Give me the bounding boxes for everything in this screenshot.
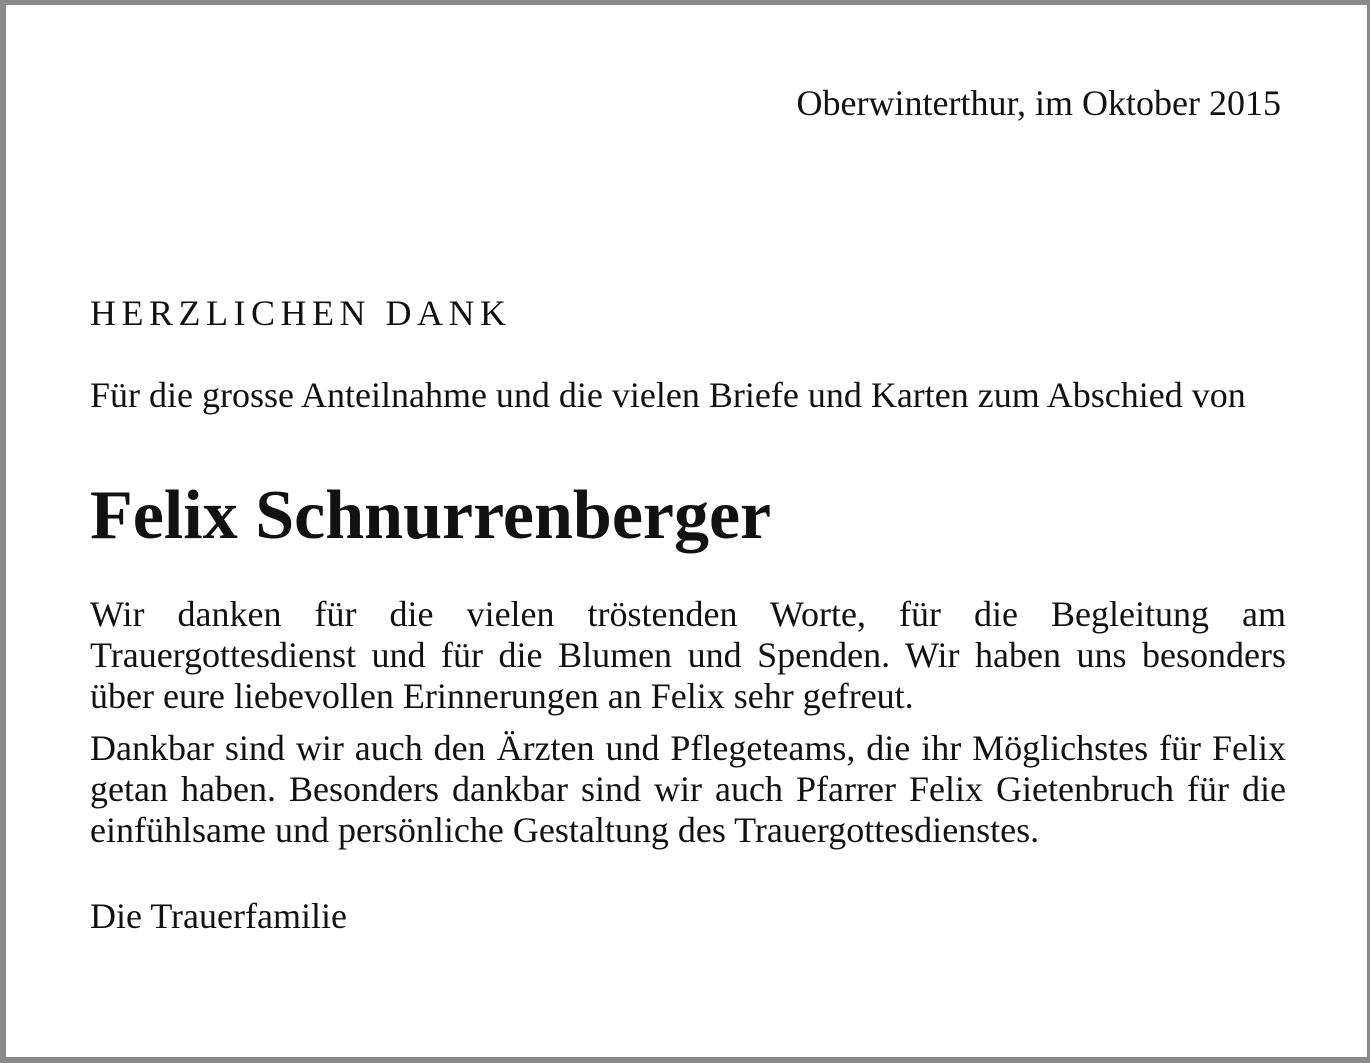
place-date: Oberwinterthur, im Oktober 2015 — [796, 83, 1281, 123]
signoff: Die Trauerfamilie — [90, 896, 347, 936]
thanks-paragraph: Wir danken für die vielen tröstenden Worte, für die Begleitung am Trauergottesdienst und für die Blumen und Spenden. Wir haben uns besonders über eure liebevollen Erinnerungen an Felix sehr gefreut. — [90, 594, 1286, 716]
gratitude-paragraph: Dankbar sind wir auch den Ärzten und Pflegeteams, die ihr Möglichstes für Felix getan haben. Besonders dankbar sind wir auch Pfarrer Felix Gietenbruch für die einfühlsame und persönliche Gestaltung des Trauergottesdienstes. — [90, 728, 1286, 850]
heading: HERZLICHEN DANK — [90, 293, 512, 333]
document-body — [90, 291, 1286, 937]
deceased-name: Felix Schnurrenberger — [90, 477, 772, 554]
intro-text: Für die grosse Anteilnahme und die vielen Briefe und Karten zum Abschied von — [90, 375, 1246, 415]
